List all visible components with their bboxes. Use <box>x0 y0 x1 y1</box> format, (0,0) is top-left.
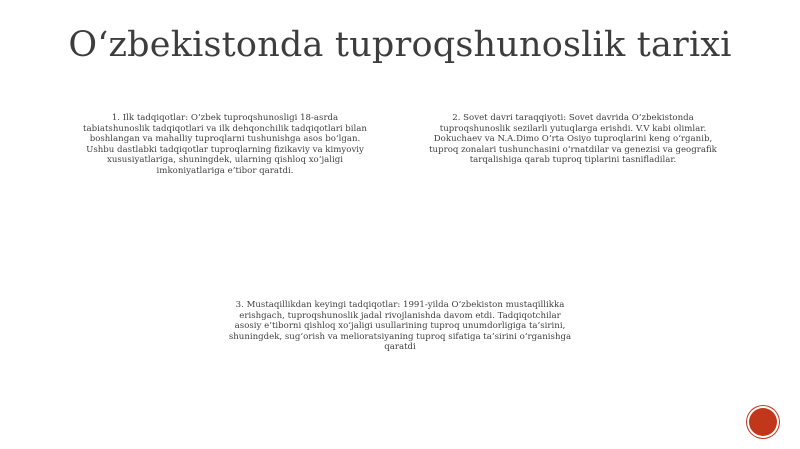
text-block-early-research: 1. Ilk tadqiqotlar: O‘zbek tuproqshunosligi 18-asrda tabiatshunoslik tadqiqotlari va ilk dehqonchilik tadqiqotlari bilan boshlangan va mahalliy tuproqlarni tushunishga asos bo‘lgan. Ushbu dastlabki tadqiqotlar tuproqlarning fizikaviy va kimyoviy xususiyatlariga, shuningdek, ularning qishloq xo‘jaligi imkoniyatlariga e’tibor qaratdi. <box>83 113 367 176</box>
text-block-soviet-era: 2. Sovet davri taraqqiyoti: Sovet davrida O‘zbekistonda tuproqshunoslik sezilarli yutuqlarga erishdi. V.V kabi olimlar. Dokuchaev va N.A.Dimo O‘rta Osiyo tuproqlarini keng o‘rganib, tuproq zonalari tushunchasini o‘rnatdilar va genezisi va geografik tarqalishiga qarab tuproq tiplarini tasnifladilar. <box>429 113 717 166</box>
text-block-post-independence: 3. Mustaqillikdan keyingi tadqiqotlar: 1991-yilda O‘zbekiston mustaqillikka erishgach, tuproqshunoslik jadal rivojlanishda davom etdi. Tadqiqotchilar asosiy e’tiborni qishloq xo‘jaligi usullarining tuproq unumdorligiga ta’sirini, shuningdek, sug‘orish va melioratsiyaning tuproq sifatiga ta’sirini o‘rganishga qaratdi <box>228 300 572 353</box>
slide-nav-button[interactable] <box>749 408 777 436</box>
slide-title: O‘zbekistonda tuproqshunoslik tarixi <box>68 25 732 65</box>
